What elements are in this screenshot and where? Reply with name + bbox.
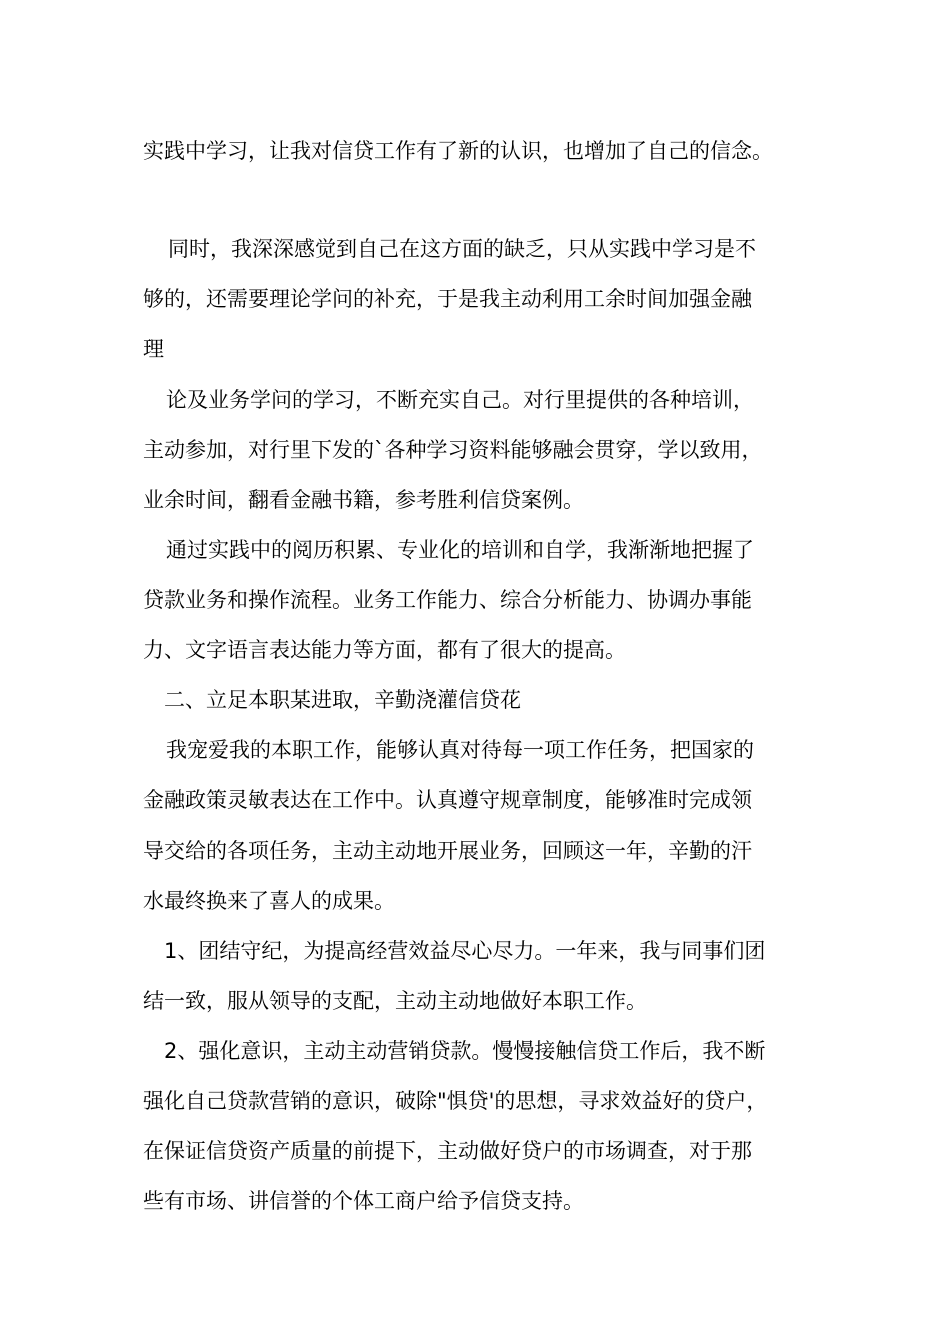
- text-line: 力、文字语言表达能力等方面，都有了很大的提高。: [143, 638, 626, 662]
- text-line: 主动参加，对行里下发的`各种学习资料能够融会贯穿，学以致用，: [143, 438, 763, 462]
- text-line: 我宠爱我的本职工作，能够认真对待每一项工作任务，把国家的: [166, 738, 754, 762]
- text-line: 1、团结守纪，为提高经营效益尽心尽力。一年来，我与同事们团: [164, 939, 766, 963]
- text-line: 够的，还需要理论学问的补充，于是我主动利用工余时间加强金融: [143, 287, 752, 311]
- text-line: 些有市场、讲信誉的个体工商户给予信贷支持。: [143, 1189, 584, 1213]
- text-line: 金融政策灵敏表达在工作中。认真遵守规章制度，能够准时完成领: [143, 788, 752, 812]
- text-line: 水最终换来了喜人的成果。: [143, 889, 395, 913]
- text-line: 通过实践中的阅历积累、专业化的培训和自学，我渐渐地把握了: [166, 538, 754, 562]
- text-line: 贷款业务和操作流程。业务工作能力、综合分析能力、协调办事能: [143, 588, 752, 612]
- text-line: 结一致，服从领导的支配，主动主动地做好本职工作。: [143, 989, 647, 1013]
- text-line: 业余时间，翻看金融书籍，参考胜利信贷案例。: [143, 488, 584, 512]
- text-line: 同时，我深深感觉到自己在这方面的缺乏，只从实践中学习是不: [168, 237, 756, 261]
- text-line: 理: [143, 337, 164, 361]
- text-line: 论及业务学问的学习，不断充实自己。对行里提供的各种培训，: [166, 388, 754, 412]
- text-line: 在保证信贷资产质量的前提下，主动做好贷户的市场调查，对于那: [143, 1139, 752, 1163]
- section-heading: 二、立足本职某进取，辛勤浇灌信贷花: [164, 688, 521, 712]
- text-line: 2、强化意识，主动主动营销贷款。慢慢接触信贷工作后，我不断: [164, 1039, 766, 1063]
- text-line: 强化自己贷款营销的意识，破除"惧贷'的思想，寻求效益好的贷户，: [143, 1089, 768, 1113]
- text-line: 导交给的各项任务，主动主动地开展业务，回顾这一年，辛勤的汗: [143, 839, 752, 863]
- text-line: 实践中学习，让我对信贷工作有了新的认识，也增加了自己的信念。: [143, 139, 773, 163]
